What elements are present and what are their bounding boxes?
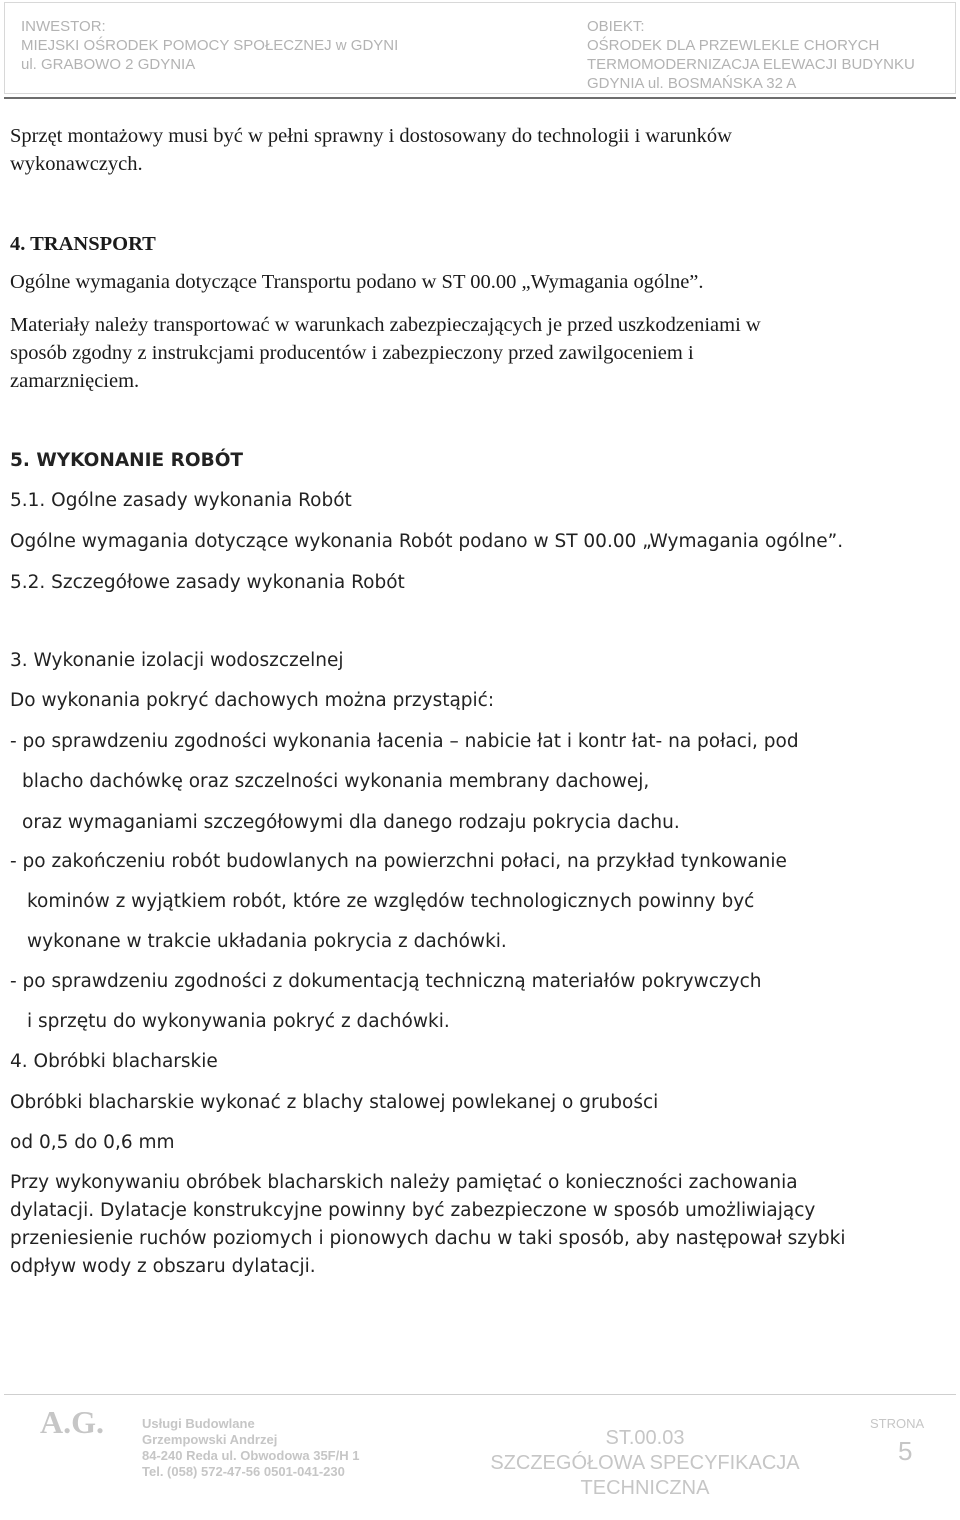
list-item-continuation: blacho dachówkę oraz szczelności wykonania membrany dachowej, (22, 771, 650, 792)
list-item: - po sprawdzeniu zgodności wykonania łacenia – nabicie łat i kontr łat- na połaci, pod (10, 731, 799, 752)
company-line: Tel. (058) 572-47-56 0501-041-230 (142, 1464, 345, 1479)
list-item-continuation: i sprzętu do wykonywania pokryć z dachówki. (27, 1011, 450, 1032)
section-heading-execution: 5. WYKONANIE ROBÓT (10, 450, 244, 471)
company-logo: A.G. (40, 1404, 104, 1440)
spec-line: TECHNICZNA (580, 1477, 710, 1499)
paragraph-line: przeniesienie ruchów poziomych i pionowych dachu w taki sposób, aby następował szybki (10, 1228, 846, 1249)
investor-label: INWESTOR: (21, 18, 106, 35)
paragraph-line: wykonawczych. (10, 153, 143, 175)
list-item: - po sprawdzeniu zgodności z dokumentacją techniczną materiałów pokrywczych (10, 971, 762, 992)
paragraph-line: sposób zgodny z instrukcjami producentów i zabezpieczony przed zawilgoceniem i (10, 342, 694, 364)
company-line: Usługi Budowlane (142, 1416, 255, 1431)
investor-name: MIEJSKI OŚRODEK POMOCY SPOŁECZNEJ w GDYNI (21, 37, 399, 54)
subsection-heading: 5.1. Ogólne zasady wykonania Robót (10, 490, 352, 511)
object-work: TERMOMODERNIZACJA ELEWACJI BUDYNKU (587, 56, 915, 73)
paragraph-line: dylatacji. Dylatacje konstrukcyjne powinny być zabezpieczone w sposób umożliwiający (10, 1200, 816, 1221)
spec-line: SZCZEGÓŁOWA SPECYFIKACJA (490, 1452, 800, 1474)
paragraph-line: Przy wykonywaniu obróbek blacharskich należy pamiętać o konieczności zachowania (10, 1172, 798, 1193)
list-item-continuation: kominów z wyjątkiem robót, które ze względów technologicznych powinny być (27, 891, 755, 912)
header-divider (4, 97, 956, 99)
paragraph-line: Ogólne wymagania dotyczące wykonania Robót podano w ST 00.00 „Wymagania ogólne”. (10, 531, 844, 552)
object-name: OŚRODEK DLA PRZEWLEKLE CHORYCH (587, 37, 880, 54)
spec-code: ST.00.03 (605, 1427, 685, 1449)
paragraph-line: zamarznięciem. (10, 370, 140, 392)
paragraph-line: Materiały należy transportować w warunkach zabezpieczających je przed uszkodzeniami w (10, 314, 761, 336)
page-label: STRONA (870, 1416, 925, 1431)
item-heading-waterproofing: 3. Wykonanie izolacji wodoszczelnej (10, 650, 344, 671)
page-footer (4, 1396, 956, 1514)
investor-block (21, 17, 398, 74)
company-info (142, 1416, 359, 1480)
paragraph-line: Ogólne wymagania dotyczące Transportu podano w ST 00.00 „Wymagania ogólne”. (10, 271, 704, 293)
company-line: 84-240 Reda ul. Obwodowa 35F/H 1 (142, 1448, 360, 1463)
paragraph-line: Sprzęt montażowy musi być w pełni sprawny i dostosowany do technologii i warunków (10, 125, 732, 147)
list-item-continuation: wykonane w trakcie układania pokrycia z dachówki. (27, 931, 507, 952)
investor-address: ul. GRABOWO 2 GDYNIA (21, 56, 196, 73)
page-number: 5 (898, 1436, 913, 1466)
paragraph-line: odpływ wody z obszaru dylatacji. (10, 1256, 316, 1277)
paragraph-line: Do wykonania pokryć dachowych można przystąpić: (10, 690, 495, 711)
company-line: Grzempowski Andrzej (142, 1432, 278, 1447)
footer-divider (4, 1394, 956, 1395)
paragraph-line: od 0,5 do 0,6 mm (10, 1132, 175, 1153)
item-heading-flashings: 4. Obróbki blacharskie (10, 1051, 218, 1072)
spec-title (460, 1426, 830, 1501)
list-item: - po zakończeniu robót budowlanych na powierzchni połaci, na przykład tynkowanie (10, 851, 787, 872)
subsection-heading: 5.2. Szczegółowe zasady wykonania Robót (10, 572, 405, 593)
object-block (587, 17, 915, 93)
object-address: GDYNIA ul. BOSMAŃSKA 32 A (587, 75, 797, 92)
page-header (4, 2, 956, 94)
paragraph-line: Obróbki blacharskie wykonać z blachy stalowej powlekanej o grubości (10, 1092, 659, 1113)
list-item-continuation: oraz wymaganiami szczegółowymi dla danego rodzaju pokrycia dachu. (22, 812, 680, 833)
section-heading-transport: 4. TRANSPORT (10, 233, 156, 255)
object-label: OBIEKT: (587, 18, 645, 35)
